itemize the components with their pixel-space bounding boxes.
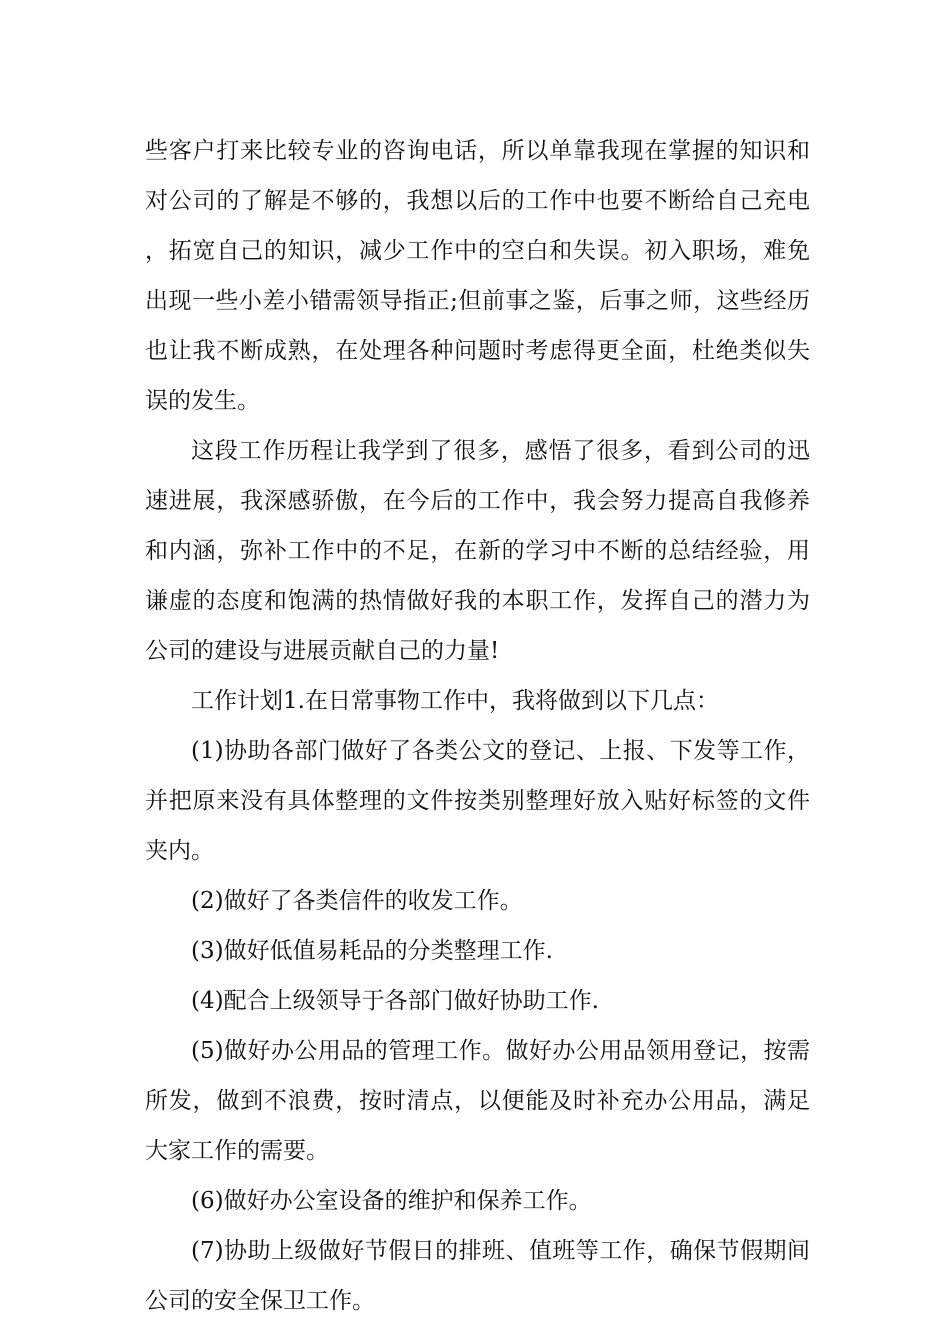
paragraph-2: 这段工作历程让我学到了很多，感悟了很多，看到公司的迅速进展，我深感骄傲，在今后的工作中，我会努力提高自我修养和内涵，弥补工作中的不足，在新的学习中不断的总结经验，用谦虚的态度和饱满的热情做好我的本职工作，发挥自己的潜力为公司的建设与进展贡献自己的力量!: [145, 438, 810, 664]
paragraph-6: (3)做好低值易耗品的分类整理工作.: [191, 938, 553, 964]
paragraph-3: 工作计划1.在日常事物工作中，我将做到以下几点：: [191, 688, 719, 714]
paragraph-5: (2)做好了各类信件的收发工作。: [191, 888, 523, 914]
paragraph-8: (5)做好办公用品的管理工作。做好办公用品领用登记，按需所发，做到不浪费，按时清点，以便能及时补充办公用品，满足大家工作的需要。: [145, 1038, 810, 1164]
document-body: [145, 126, 810, 1326]
paragraph-4: (1)协助各部门做好了各类公文的登记、上报、下发等工作，并把原来没有具体整理的文件按类别整理好放入贴好标签的文件夹内。: [145, 738, 810, 864]
paragraph-10: (7)协助上级做好节假日的排班、值班等工作，确保节假期间公司的安全保卫工作。: [145, 1238, 810, 1314]
paragraph-7: (4)配合上级领导于各部门做好协助工作.: [191, 988, 599, 1014]
paragraph-1: 些客户打来比较专业的咨询电话，所以单靠我现在掌握的知识和对公司的了解是不够的，我想以后的工作中也要不断给自己充电，拓宽自己的知识，减少工作中的空白和失误。初入职场，难免出现一些小差小错需领导指正;但前事之鉴，后事之师，这些经历也让我不断成熟，在处理各种问题时考虑得更全面，杜绝类似失误的发生。: [145, 138, 810, 414]
paragraph-9: (6)做好办公室设备的维护和保养工作。: [191, 1188, 592, 1214]
